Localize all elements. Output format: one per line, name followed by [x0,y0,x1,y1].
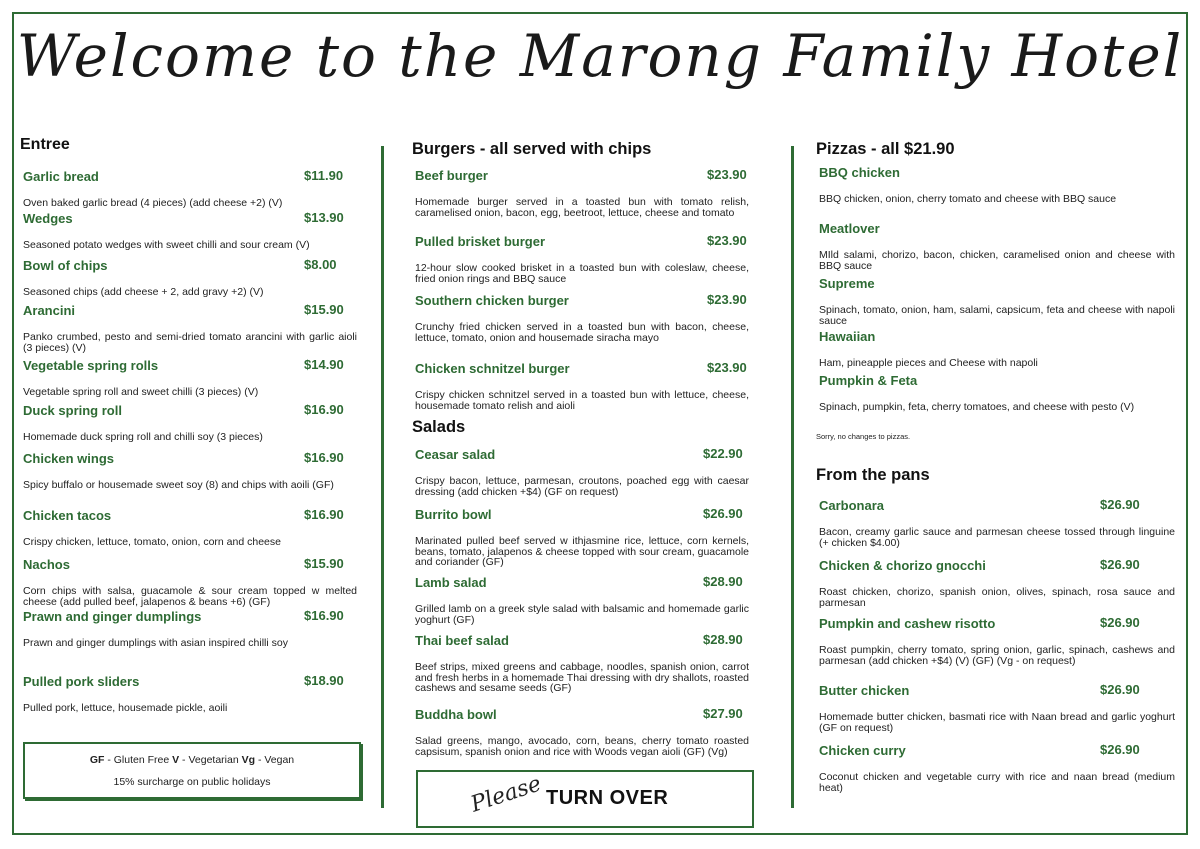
vg-text: - Vegan [255,754,295,766]
menu-item [415,292,749,343]
menu-item-description: Grilled lamb on a greek style salad with balsamic and homemade garlic yoghurt (GF) [415,603,749,626]
menu-item [415,233,749,284]
please-script: Please [467,771,545,818]
menu-item-name: Pulled brisket burger [415,234,546,249]
menu-item [819,220,1175,271]
menu-item-price: $26.90 [1100,557,1140,572]
menu-item [23,556,357,607]
menu-item-description: Crunchy fried chicken served in a toasted bun with bacon, cheese, lettuce, tomato, onion and housemade siracha mayo [415,321,749,344]
menu-item-description: Roast pumpkin, cherry tomato, spring onion, garlic, spinach, cashews and parmesan (add chicken +$4) (V) (GF) (Vg - on request) [819,644,1175,667]
menu-item-price: $22.90 [703,446,743,461]
dietary-key [25,754,359,766]
menu-item [23,302,357,353]
menu-item-description: Homemade burger served in a toasted bun with tomato relish, caramelised onion, bacon, egg, beetroot, lettuce, cheese and tomato [415,196,749,219]
menu-item-description: Spicy buffalo or housemade sweet soy (8) and chips with aoili (GF) [23,479,334,491]
menu-item-price: $23.90 [707,360,747,375]
menu-item-description: Pulled pork, lettuce, housemade pickle, aoili [23,702,228,714]
menu-item-name: Buddha bowl [415,707,497,722]
menu-item-price: $13.90 [304,210,344,225]
gf-code: GF [89,754,105,766]
menu-item-price: $26.90 [1100,742,1140,757]
menu-item-description: Spinach, tomato, onion, ham, salami, capsicum, feta and cheese with napoli sauce [819,304,1175,327]
menu-item-name: Hawaiian [819,329,876,344]
menu-item [415,632,749,694]
menu-item-price: $26.90 [1100,682,1140,697]
menu-item [819,328,1175,369]
menu-item-name: Supreme [819,276,875,291]
menu-item-name: Chicken wings [23,451,115,466]
menu-item-price: $23.90 [707,233,747,248]
menu-item [415,360,749,411]
turn-over-box [416,770,754,828]
menu-item [23,168,357,209]
menu-item-price: $28.90 [703,574,743,589]
menu-item-description: Oven baked garlic bread (4 pieces) (add cheese +2) (V) [23,197,283,209]
menu-item-description: MIld salami, chorizo, bacon, chicken, caramelised onion and cheese with BBQ sauce [819,249,1175,272]
menu-item-description: Homemade butter chicken, basmati rice with Naan bread and garlic yoghurt (GF on request) [819,711,1175,734]
menu-item [415,574,749,625]
menu-item-description: Crispy bacon, lettuce, parmesan, croutons, poached egg with caesar dressing (add chicken +$4) (GF on request) [415,475,749,498]
menu-item [415,506,749,568]
menu-item-name: Lamb salad [415,575,487,590]
menu-item-price: $11.90 [304,168,344,183]
menu-item-price: $16.90 [304,450,344,465]
menu-item-name: BBQ chicken [819,165,900,180]
burgers-section [412,130,752,412]
menu-item [819,682,1175,733]
turn-over-label: TURN OVER [546,787,669,809]
menu-item [415,446,749,497]
menu-item-description: Roast chicken, chorizo, spanish onion, olives, spinach, rosa sauce and parmesan [819,586,1175,609]
menu-item [23,608,357,649]
burgers-heading: Burgers - all served with chips [412,140,652,158]
menu-item [23,450,357,491]
menu-item-price: $26.90 [1100,497,1140,512]
menu-item-price: $8.00 [304,257,337,272]
column-divider [791,146,794,808]
menu-item-price: $18.90 [304,673,344,688]
menu-item-name: Butter chicken [819,683,910,698]
menu-item-name: Burrito bowl [415,507,492,522]
menu-item-description: 12-hour slow cooked brisket in a toasted bun with coleslaw, cheese, fried onion rings and BBQ sauce [415,262,749,285]
menu-item [819,164,1175,205]
pizza-note: Sorry, no changes to pizzas. [816,432,911,441]
menu-item-name: Bowl of chips [23,258,108,273]
menu-item-description: Seasoned chips (add cheese + 2, add gravy +2) (V) [23,286,264,298]
menu-item-description: Vegetable spring roll and sweet chilli (3 pieces) (V) [23,386,259,398]
pans-section [816,466,1178,794]
menu-item-name: Chicken & chorizo gnocchi [819,558,986,573]
menu-item [415,167,749,218]
entree-heading: Entree [20,136,70,153]
menu-item [819,742,1175,793]
menu-item-description: Panko crumbed, pesto and semi-dried tomato arancini with garlic aioli (3 pieces) (V) [23,331,357,354]
menu-item-description: Ham, pineapple pieces and Cheese with napoli [819,357,1038,369]
salads-heading: Salads [412,418,466,436]
menu-item-price: $15.90 [304,556,344,571]
menu-item-name: Southern chicken burger [415,293,569,308]
dietary-legend [23,742,361,799]
menu-item [819,275,1175,326]
menu-item-price: $16.90 [304,402,344,417]
menu-item-name: Duck spring roll [23,403,122,418]
menu-item-price: $26.90 [1100,615,1140,630]
menu-item [819,615,1175,666]
menu-item-price: $27.90 [703,706,743,721]
menu-item-name: Vegetable spring rolls [23,358,159,373]
menu-item [819,557,1175,608]
menu-item-name: Pumpkin & Feta [819,373,918,388]
menu-item-name: Pumpkin and cashew risotto [819,616,996,631]
menu-item-name: Chicken tacos [23,508,112,523]
entree-section [20,130,360,714]
menu-item-name: Pulled pork sliders [23,674,140,689]
menu-item-description: BBQ chicken, onion, cherry tomato and cheese with BBQ sauce [819,193,1117,205]
menu-item-description: Spinach, pumpkin, feta, cherry tomatoes, and cheese with pesto (V) [819,401,1135,413]
menu-item [415,706,749,757]
menu-item-price: $15.90 [304,302,344,317]
menu-item-price: $14.90 [304,357,344,372]
menu-item-price: $23.90 [707,292,747,307]
menu-item [23,257,357,298]
menu-item-name: Wedges [23,211,73,226]
menu-item-description: Marinated pulled beef served w ithjasmine rice, lettuce, corn kernels, beans, tomato, jalapenos & cheese topped with sour cream, guacamole and coriander (GF) [415,535,749,568]
menu-item-description: Crispy chicken, lettuce, tomato, onion, corn and cheese [23,536,281,548]
menu-title: Welcome to the Marong Family Hotel [16,22,1184,90]
menu-item-name: Chicken curry [819,743,906,758]
menu-item-name: Prawn and ginger dumplings [23,609,202,624]
menu-item-name: Nachos [23,557,70,572]
menu-item-price: $23.90 [707,167,747,182]
menu-item-price: $16.90 [304,608,344,623]
pans-heading: From the pans [816,466,930,484]
pizzas-heading: Pizzas - all $21.90 [816,140,955,158]
menu-item-name: Carbonara [819,498,885,513]
menu-item-description: Beef strips, mixed greens and cabbage, noodles, spanish onion, carrot and fresh herbs in a homemade Thai dressing with dry shallots, roasted cashews and sesame seeds (GF) [415,661,749,694]
menu-item-description: Corn chips with salsa, guacamole & sour cream topped w melted cheese (add pulled beef, jalapenos & beans +6) (GF) [23,585,357,608]
menu-item-description: Seasoned potato wedges with sweet chilli and sour cream (V) [23,239,310,251]
menu-item-description: Homemade duck spring roll and chilli soy (3 pieces) [23,431,263,443]
gf-text: - Gluten Free [104,754,173,766]
menu-item-name: Thai beef salad [415,633,509,648]
menu-item [23,673,357,714]
menu-item-description: Bacon, creamy garlic sauce and parmesan cheese tossed through linguine (+ chicken $4.00) [819,526,1175,549]
menu-item [23,402,357,443]
surcharge-note: 15% surcharge on public holidays [113,776,271,788]
menu-item [819,497,1175,548]
menu-item [23,210,357,251]
menu-item-name: Chicken schnitzel burger [415,361,570,376]
v-text: - Vegetarian [179,754,242,766]
menu-item [819,372,1175,413]
menu-item-name: Meatlover [819,221,880,236]
menu-item-name: Garlic bread [23,169,99,184]
vg-code: Vg [241,754,256,766]
menu-item-price: $28.90 [703,632,743,647]
menu-item-description: Coconut chicken and vegetable curry with rice and naan bread (medium heat) [819,771,1175,794]
menu-item-name: Beef burger [415,168,488,183]
menu-item-price: $26.90 [703,506,743,521]
menu-item-name: Arancini [23,303,76,318]
menu-item-name: Ceasar salad [415,447,496,462]
menu-item [23,357,357,398]
column-divider [381,146,384,808]
menu-item-description: Salad greens, mango, avocado, corn, beans, cherry tomato roasted capsisum, spanish onion and rice with Woods vegan aioli (GF) (Vg) [415,735,749,758]
menu-item-description: Prawn and ginger dumplings with asian inspired chilli soy [23,637,288,649]
menu-item [23,507,357,548]
pizzas-section [816,130,1178,441]
salads-section [412,418,752,758]
v-code: V [172,754,180,766]
menu-item-description: Crispy chicken schnitzel served in a toasted bun with lettuce, cheese, housemade tomato relish and aioli [415,389,749,412]
menu-item-price: $16.90 [304,507,344,522]
